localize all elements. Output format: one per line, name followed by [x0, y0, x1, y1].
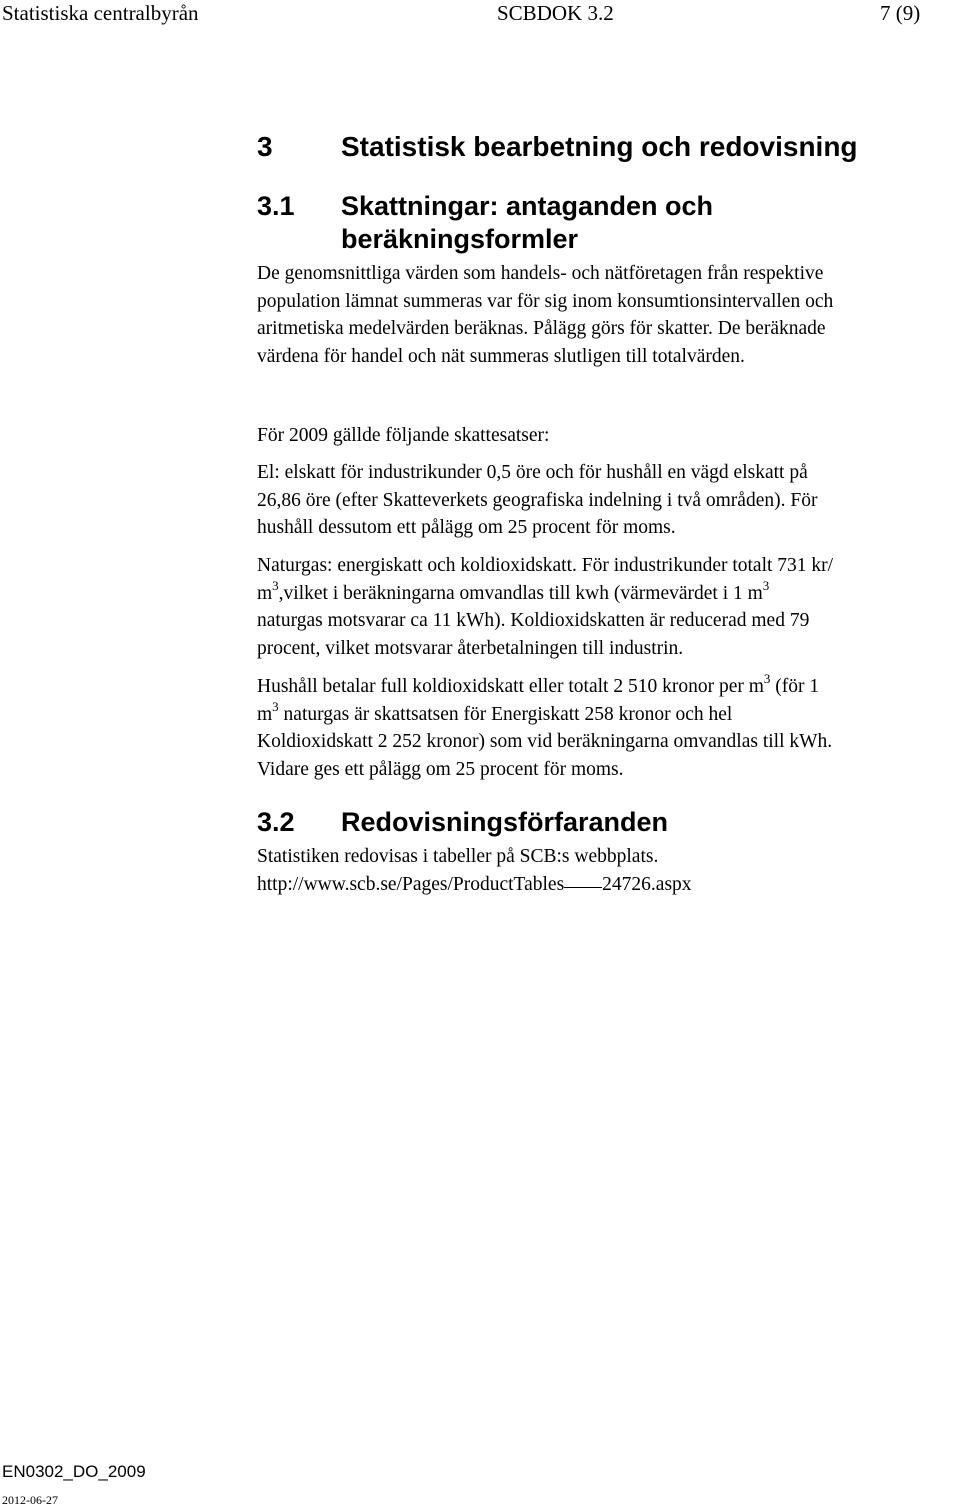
- text-line: värdena för handel och nät summeras slutligen till totalvärden.: [257, 345, 745, 367]
- section-3-number: 3: [257, 131, 273, 162]
- superscript: 3: [272, 577, 279, 593]
- superscript: 3: [272, 698, 279, 714]
- superscript: 3: [763, 671, 771, 686]
- text-fragment: Hushåll betalar full koldioxidskatt eller totalt 2 510 kronor per m: [257, 676, 764, 697]
- section-3-2-number: 3.2: [257, 807, 295, 837]
- section-3-2-title: Redovisningsförfaranden: [341, 807, 669, 837]
- text-fragment: naturgas är skattsatsen för Energiskatt 258 kronor och hel: [278, 703, 733, 725]
- natural-gas-paragraph: [257, 552, 957, 662]
- text-line: Koldioxidskatt 2 252 kronor) som vid beräkningarna omvandlas till kWh.: [257, 731, 833, 753]
- text-line: El: elskatt för industrikunder 0,5 öre och för hushåll en vägd elskatt på: [257, 462, 808, 483]
- product-tables-link[interactable]: [257, 871, 957, 899]
- underscore-gap: [564, 886, 602, 888]
- text-line: De genomsnittliga värden som handels- och nätföretagen från respektive: [257, 263, 824, 284]
- section-3-1-number: 3.1: [257, 191, 295, 221]
- text-fragment: m: [257, 582, 273, 604]
- footer-date: 2012-06-27: [2, 1493, 58, 1507]
- publication-paragraph: [257, 843, 957, 898]
- tax-rates-intro: [257, 422, 957, 450]
- text-line: [257, 698, 957, 729]
- footer-document-code: EN0302_DO_2009: [2, 1462, 146, 1481]
- text-line: population lämnat summeras var för sig inom konsumtionsintervallen och: [257, 290, 834, 312]
- intro-paragraph: [257, 260, 957, 370]
- text-fragment: m: [257, 703, 273, 725]
- electricity-paragraph: [257, 459, 957, 542]
- text-line: [257, 577, 957, 608]
- text-line: Statistiken redovisas i tabeller på SCB:s webbplats.: [257, 846, 659, 867]
- text-line: procent, vilket motsvarar återbetalningen till industrin.: [257, 637, 684, 659]
- text-line: [257, 673, 957, 701]
- section-3-1-title-line2: beräkningsformler: [341, 224, 579, 254]
- household-paragraph: [257, 673, 957, 783]
- text-fragment: ,vilket i beräkningarna omvandlas till kwh (värmevärdet i 1 m: [278, 582, 763, 604]
- text-line: naturgas motsvarar ca 11 kWh). Koldioxidskatten är reducerad med 79: [257, 610, 810, 632]
- text-line: hushåll dessutom ett pålägg om 25 procent för moms.: [257, 517, 676, 539]
- section-3-title: Statistisk bearbetning och redovisning: [341, 131, 858, 162]
- superscript: 3: [762, 577, 770, 593]
- text-line: För 2009 gällde följande skattesatser:: [257, 425, 550, 446]
- text-line: Naturgas: energiskatt och koldioxidskatt. För industrikunder totalt 731 kr/: [257, 555, 834, 576]
- header-organization: Statistiska centralbyrån: [2, 1, 199, 25]
- link-text[interactable]: http://www.scb.se/Pages/ProductTables: [257, 873, 565, 895]
- section-3-1-title-line1: Skattningar: antaganden och: [341, 191, 714, 221]
- text-line: aritmetiska medelvärden beräknas. Pålägg görs för skatter. De beräknade: [257, 318, 826, 340]
- text-line: 26,86 öre (efter Skatteverkets geografiska indelning i två områden). För: [257, 489, 818, 511]
- header-document-id: SCBDOK 3.2: [497, 1, 614, 25]
- text-line: Vidare ges ett pålägg om 25 procent för moms.: [257, 758, 624, 780]
- link-text[interactable]: 24726.aspx: [602, 873, 692, 895]
- header-page-number: 7 (9): [880, 1, 921, 25]
- text-fragment: (för 1: [770, 676, 820, 697]
